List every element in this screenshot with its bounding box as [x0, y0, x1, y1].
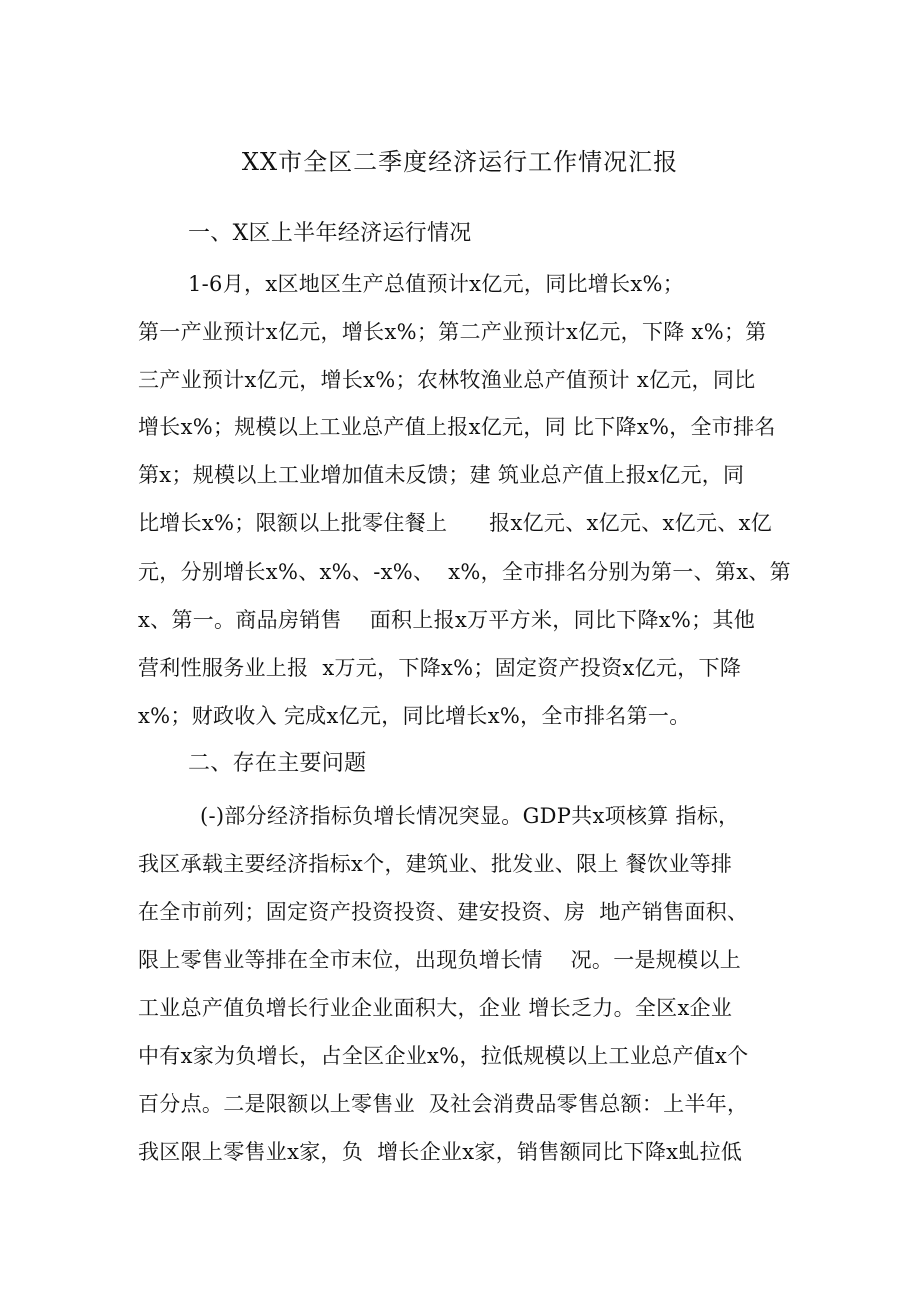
paragraph-line: 在全市前列；固定资产投资投资、建安投资、房 地产销售面积、	[138, 900, 749, 924]
paragraph-line: 限上零售业等排在全市末位，出现负增长情 况。一是规模以上	[138, 948, 741, 972]
paragraph-line: (-)部分经济指标负增长情况突显。GDP共x项核算 指标，	[200, 804, 740, 828]
paragraph-line: x%；财政收入 完成x亿元，同比增长x%，全市排名第一。	[138, 704, 691, 728]
paragraph-line: x、第一。商品房销售 面积上报x万平方米，同比下降x%；其他	[138, 608, 756, 632]
paragraph-line: 比增长x%；限额以上批零住餐上 报x亿元、x亿元、x亿元、x亿	[138, 511, 773, 535]
paragraph-line: 我区承载主要经济指标x个，建筑业、批发业、限上 餐饮业等排	[138, 852, 733, 876]
paragraph-line: 三产业预计x亿元，增长x%；农林牧渔业总产值预计 x亿元，同比	[138, 368, 756, 392]
paragraph-line: 1-6月，x区地区生产总值预计x亿元，同比增长x%；	[188, 272, 685, 296]
paragraph-line: 元，分别增长x%、x%、-x%、 x%，全市排名分别为第一、第x、第	[138, 560, 791, 584]
paragraph-line: 营利性服务业上报 x万元，下降x%；固定资产投资x亿元，下降	[138, 656, 742, 680]
paragraph-line: 我区限上零售业x家，负 增长企业x家，销售额同比下降x虬拉低	[138, 1140, 743, 1164]
section-heading-1: 一、X区上半年经济运行情况	[188, 221, 472, 246]
section-heading-2: 二、存在主要问题	[188, 751, 367, 776]
paragraph-line: 增长x%；规模以上工业总产值上报x亿元，同 比下降x%，全市排名	[138, 415, 776, 439]
paragraph-line: 工业总产值负增长行业企业面积大，企业 增长乏力。全区x企业	[138, 996, 733, 1020]
paragraph-line: 第一产业预计x亿元，增长x%；第二产业预计x亿元，下降 x%；第	[138, 320, 767, 344]
paragraph-line: 百分点。二是限额以上零售业 及社会消费品零售总额：上半年，	[138, 1092, 749, 1116]
paragraph-line: 中有x家为负增长，占全区企业x%，拉低规模以上工业总产值x个	[138, 1044, 749, 1068]
paragraph-line: 第x；规模以上工业增加值未反馈；建 筑业总产值上报x亿元，同	[138, 463, 745, 487]
document-title: XX市全区二季度经济运行工作情况汇报	[241, 148, 679, 176]
